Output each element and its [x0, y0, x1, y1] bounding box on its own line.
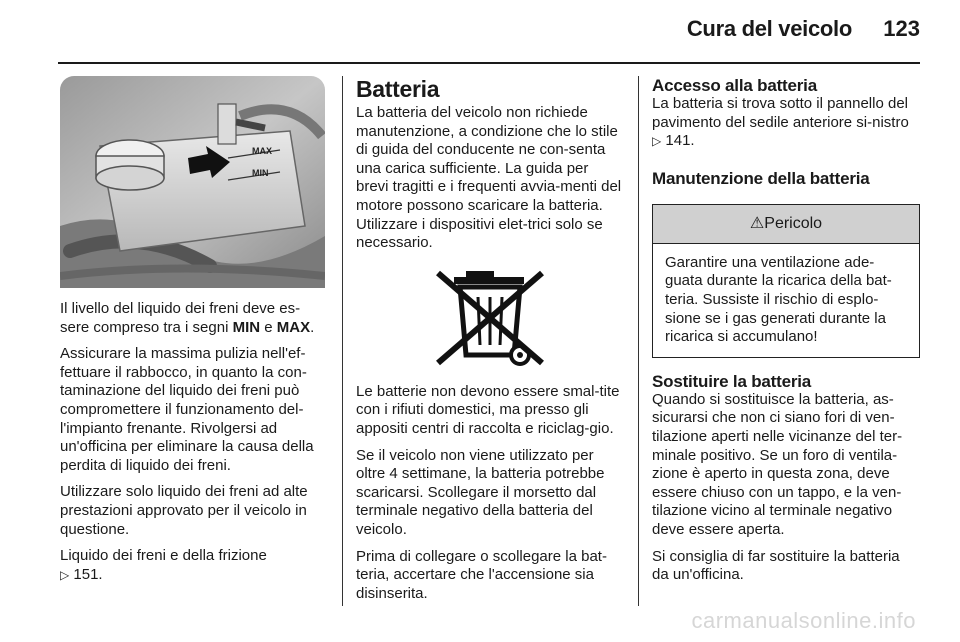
- column-battery-access: [652, 76, 920, 593]
- column-battery: [356, 76, 624, 611]
- battery-intro-text: La batteria del veicolo non richiede manutenzione, a condizione che lo stile di guida del conducente ne con-senta una carica sufficiente. La guida per brevi tragitti e i frequenti avvia-menti del motore possono scaricare la batteria. Utilizzare i dispositivi elet-trici solo se necessario.: [356, 104, 622, 252]
- battery-replacement-heading: Sostituire la batteria: [652, 371, 812, 391]
- battery-heading: Batteria: [356, 76, 440, 102]
- warning-triangle-icon: ⚠: [749, 214, 765, 232]
- warning-header: [653, 205, 919, 244]
- brake-fluid-approved-text: Utilizzare solo liquido dei freni ad alte prestazioni approvato per il veicolo in questione.: [60, 483, 308, 538]
- header-rule: [58, 62, 920, 64]
- page-number: 123: [883, 16, 920, 41]
- battery-workshop-text: Si consiglia di far sostituire la batteria da un'officina.: [652, 547, 900, 584]
- brake-fluid-reference: Liquido dei freni e della frizione ▷ 151.: [60, 547, 267, 583]
- column-divider-2: [638, 76, 639, 606]
- page-reference-arrow-icon: ▷: [652, 134, 662, 149]
- battery-access-heading: Accesso alla batteria: [652, 76, 817, 95]
- danger-warning-box: [652, 204, 920, 358]
- crossed-out-wheelie-bin-icon: [424, 267, 556, 367]
- warning-text: Garantire una ventilazione ade-guata durante la ricarica della bat-teria. Sussiste il rischio di esplo-sione se i gas generati durante la ricarica si accumulano!: [665, 253, 892, 346]
- battery-replacement-text: Quando si sostituisce la batteria, as-sicurarsi che non ci siano fori di ven-tilazione aperti nelle vicinanze del ter-minale positivo. Se un foro di ventila-zione è aperto in questa zona, deve essere chiuso con un tappo, e la ven-tilazione vicino al terminale negativo deve essere aperta.: [652, 390, 903, 538]
- battery-storage-text: Se il veicolo non viene utilizzato per oltre 4 settimane, la batteria potrebbe scaricarsi. Scollegare il morsetto dal terminale negativo della batteria del veicolo.: [356, 446, 605, 538]
- battery-access-text: La batteria si trova sotto il pannello del pavimento del sedile anteriore si-nistro ▷ 141.: [652, 95, 909, 150]
- brake-fluid-reservoir-photo: [60, 76, 325, 288]
- svg-text:MIN: MIN: [252, 168, 269, 178]
- battery-ignition-text: Prima di collegare o scollegare la bat-teria, accertare che l'accensione sia disinserita.: [356, 547, 607, 602]
- battery-maintenance-heading: Manutenzione della batteria: [652, 168, 870, 188]
- site-watermark: carmanualsonline.info: [691, 608, 916, 633]
- column-divider-1: [342, 76, 343, 606]
- warning-title: Pericolo: [764, 214, 823, 232]
- battery-disposal-text: Le batterie non devono essere smal-tite con i rifiuti domestici, ma presso gli appositi centri di raccolta e riciclag-gio.: [356, 382, 620, 437]
- column-brake-fluid: [60, 76, 328, 592]
- brake-fluid-level-text: Il livello del liquido dei freni deve es-sere compreso tra i segni MIN e MAX.: [60, 300, 315, 336]
- svg-text:MAX: MAX: [252, 146, 272, 156]
- page-reference-arrow-icon: ▷: [60, 567, 70, 582]
- brake-fluid-cleanliness-text: Assicurare la massima pulizia nell'ef-fettuare il rabbocco, in quanto la con-taminazione del liquido dei freni può compromettere il funzionamento del-l'impianto frenante. Rivolgersi ad un'officina per eliminare la causa della perdita di liquido dei freni.: [60, 345, 314, 474]
- page-header-title: Cura del veicolo: [686, 16, 852, 41]
